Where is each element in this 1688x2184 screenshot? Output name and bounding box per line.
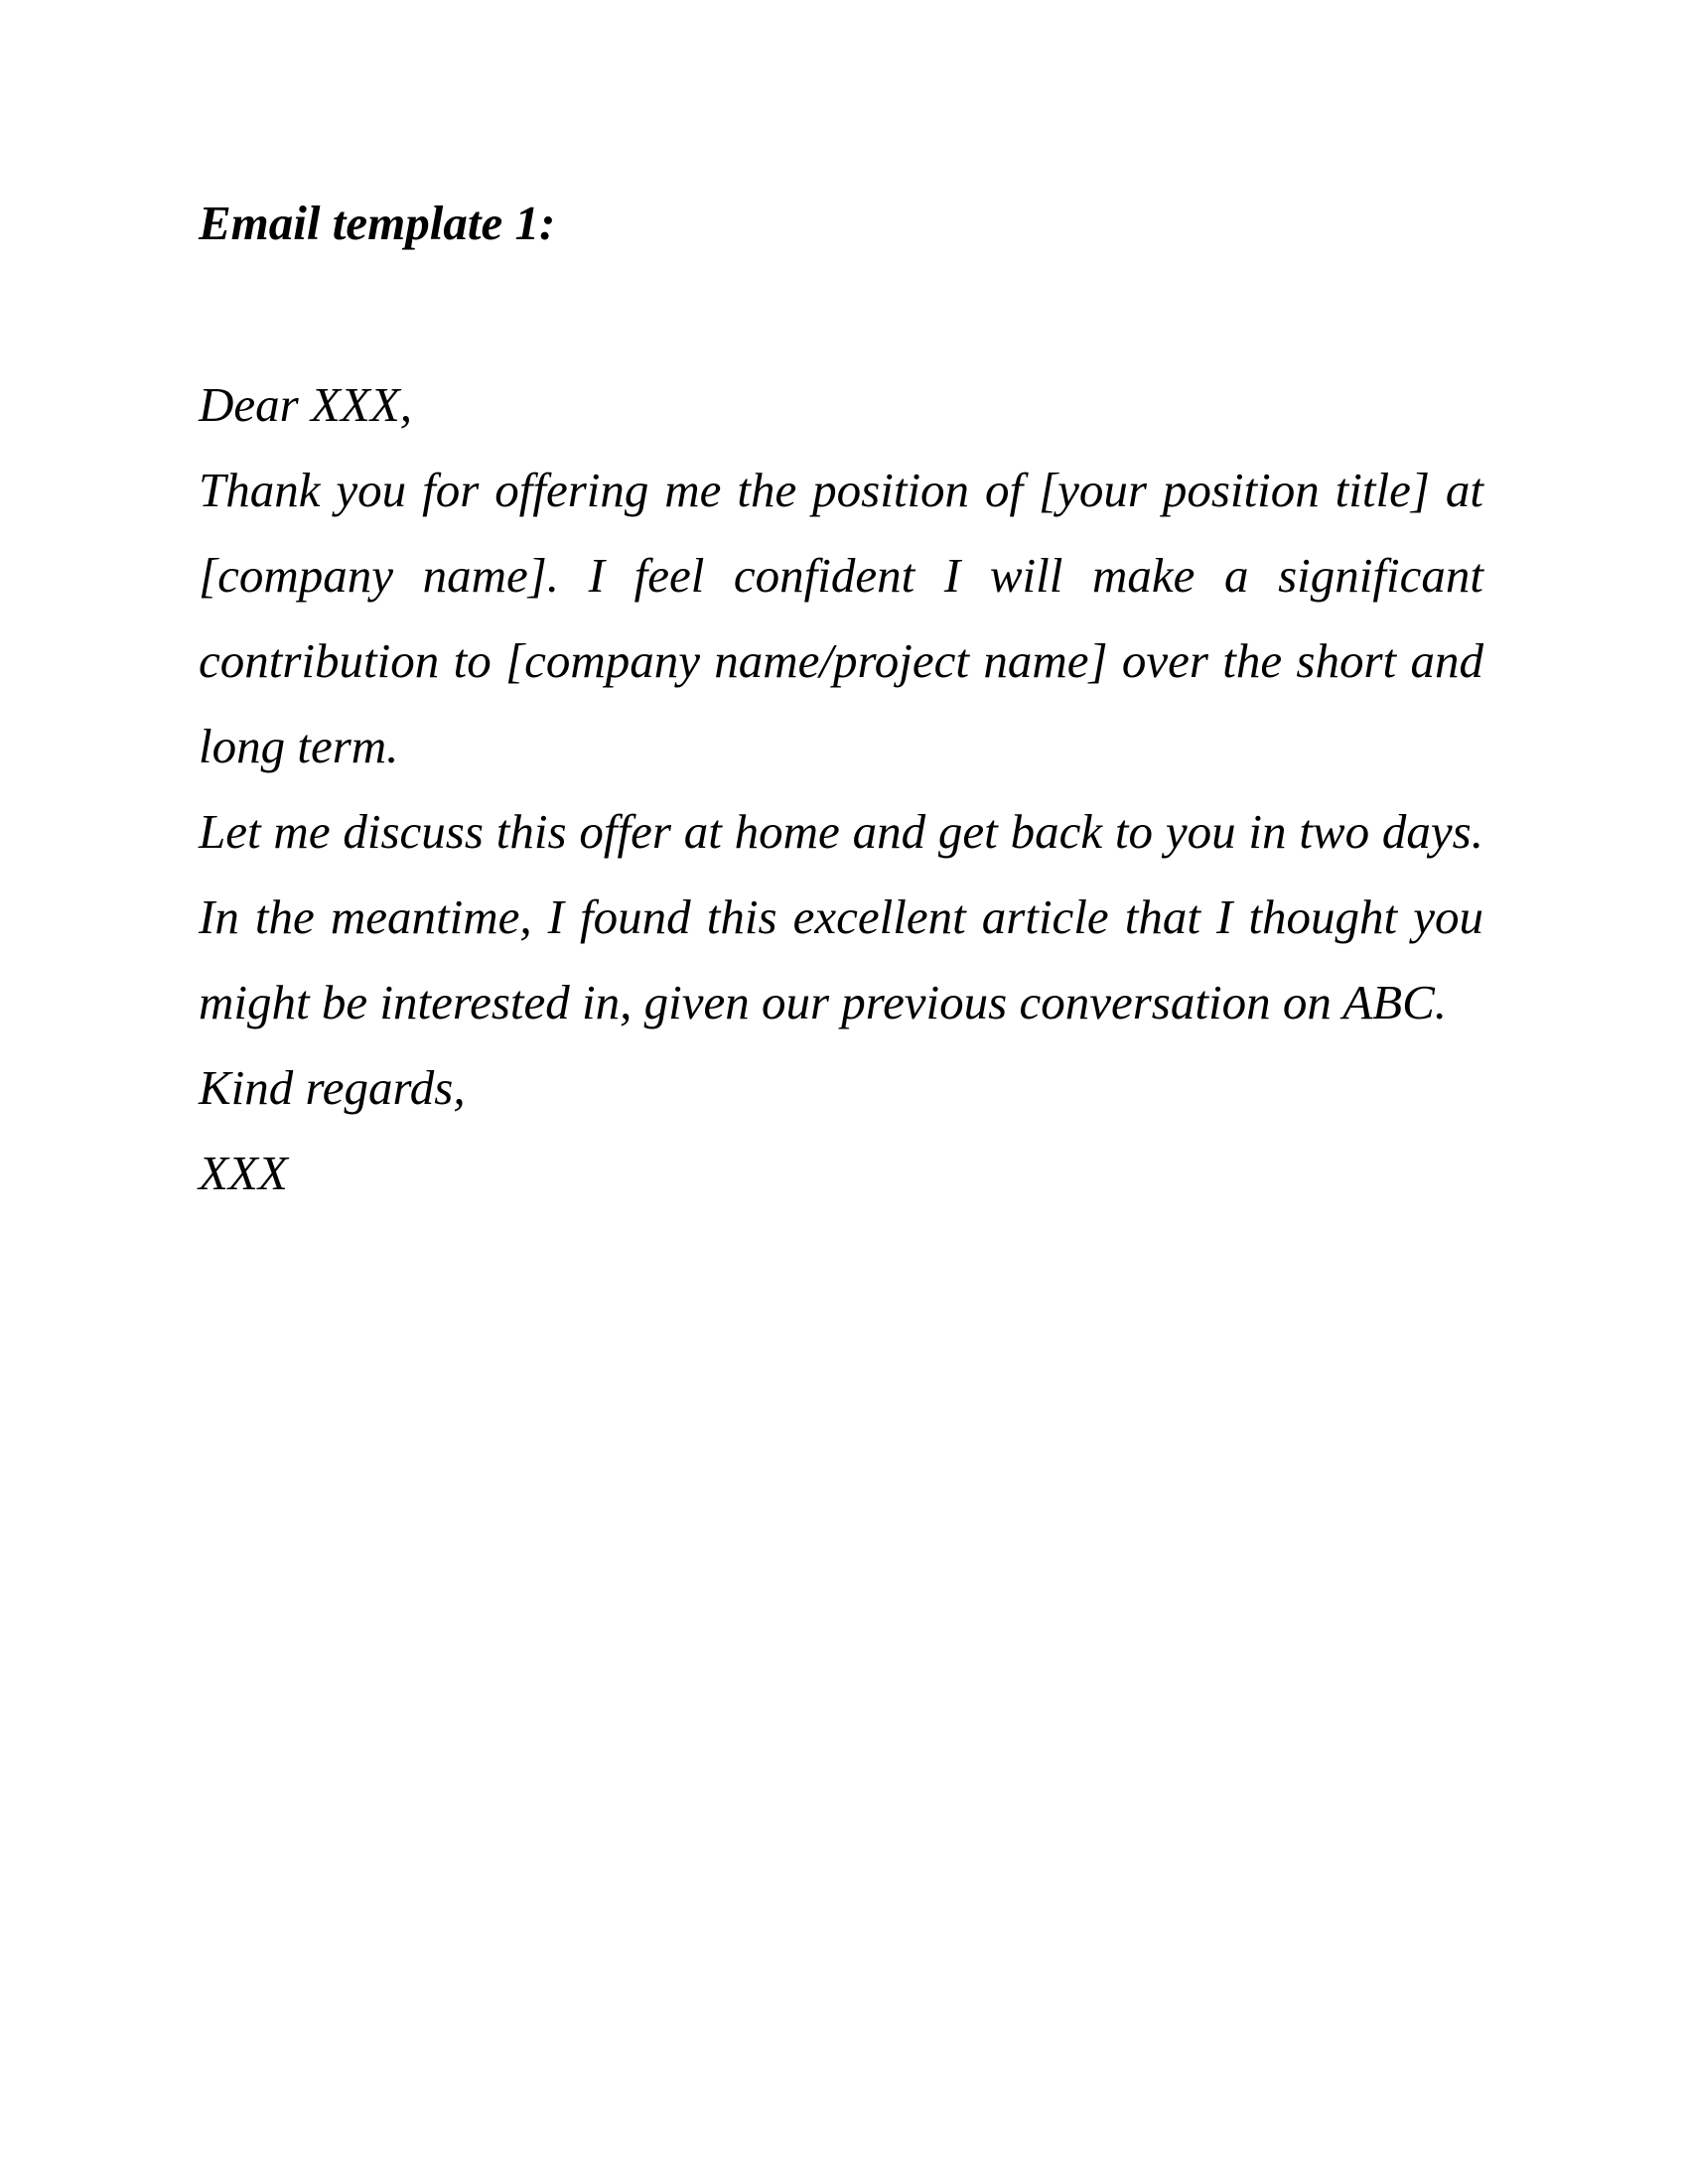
discussion-paragraph: Let me discuss this offer at home and get back to you in two days. In the meantime, I found this excellent article that I thought you might be interested in, given our previous conversation on ABC. [199,804,1483,1029]
greeting-line: Dear XXX, [199,377,412,432]
email-letter-body [199,362,1483,1216]
offer-thanks-paragraph: Thank you for offering me the position of [your position title] at [company name]. I feel confident I will make a significant contribution to [company name/project name] over the short and long term. [199,463,1483,773]
signature-line: XXX [199,1146,288,1200]
document-heading: Email template 1: [199,196,556,250]
closing-line: Kind regards, [199,1060,466,1115]
